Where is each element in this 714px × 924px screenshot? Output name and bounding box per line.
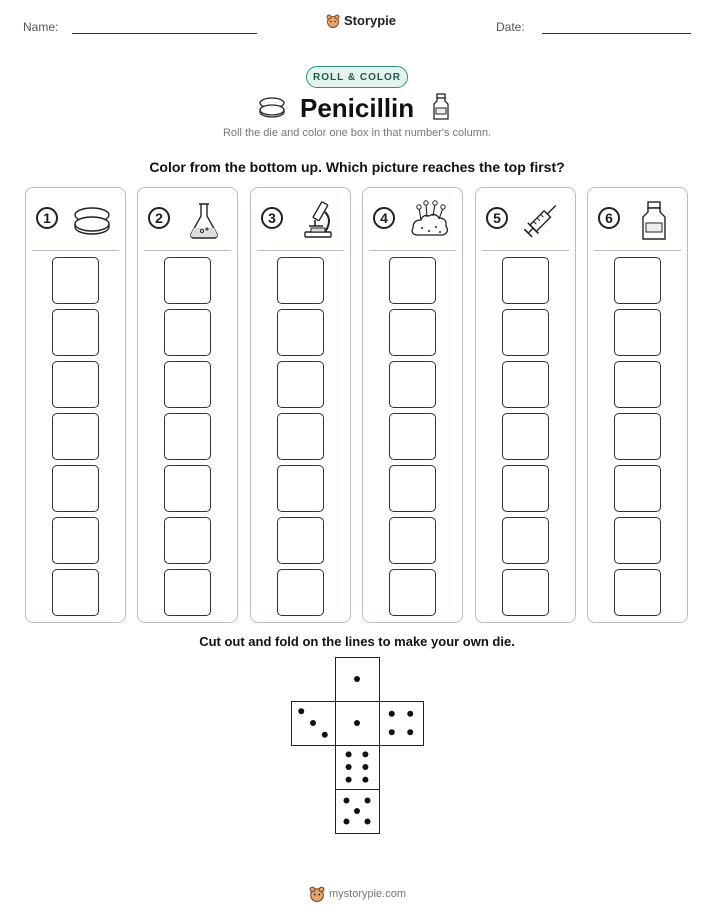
color-box[interactable] (614, 413, 661, 460)
die-pip (344, 819, 350, 825)
color-box[interactable] (277, 465, 324, 512)
column-divider (594, 250, 681, 251)
die-face-1 (335, 701, 380, 746)
cut-instruction: Cut out and fold on the lines to make your own die. (199, 634, 515, 649)
color-box[interactable] (389, 465, 436, 512)
petri-dish-icon (70, 198, 114, 242)
die-pip (344, 798, 350, 804)
die-pip (346, 764, 352, 770)
brand-logo (326, 13, 396, 28)
column-5 (475, 187, 576, 623)
color-box[interactable] (164, 517, 211, 564)
flask-icon (182, 198, 226, 242)
color-box[interactable] (52, 517, 99, 564)
column-4 (362, 187, 463, 623)
column-header (251, 188, 350, 250)
color-box[interactable] (614, 309, 661, 356)
storypie-mascot-icon (326, 14, 340, 28)
column-3 (250, 187, 351, 623)
color-box[interactable] (164, 413, 211, 460)
die-face-3 (291, 701, 336, 746)
color-box[interactable] (277, 309, 324, 356)
column-header (363, 188, 462, 250)
syringe-icon (520, 198, 564, 242)
color-box[interactable] (277, 569, 324, 616)
column-6 (587, 187, 688, 623)
color-box[interactable] (277, 257, 324, 304)
color-box[interactable] (52, 257, 99, 304)
die-pip (346, 751, 352, 757)
color-box[interactable] (614, 465, 661, 512)
color-box[interactable] (502, 569, 549, 616)
color-box[interactable] (277, 413, 324, 460)
die-pip (298, 708, 304, 714)
column-number: 2 (148, 207, 170, 229)
die-face-5 (335, 789, 380, 834)
color-box[interactable] (502, 517, 549, 564)
color-box[interactable] (389, 413, 436, 460)
die-pip (354, 808, 360, 814)
color-box[interactable] (52, 361, 99, 408)
die-pip (362, 777, 368, 783)
brand-name: Storypie (344, 13, 397, 28)
column-header (588, 188, 687, 250)
column-divider (144, 250, 231, 251)
column-number: 6 (598, 207, 620, 229)
column-divider (257, 250, 344, 251)
color-box[interactable] (389, 517, 436, 564)
name-line[interactable] (72, 33, 257, 34)
color-box[interactable] (277, 361, 324, 408)
color-box[interactable] (164, 465, 211, 512)
die-pip (365, 798, 371, 804)
color-box[interactable] (164, 257, 211, 304)
color-box[interactable] (614, 517, 661, 564)
column-header (138, 188, 237, 250)
die-pip (362, 764, 368, 770)
color-box[interactable] (164, 569, 211, 616)
color-box[interactable] (52, 309, 99, 356)
microscope-icon (295, 198, 339, 242)
die-face-4 (379, 701, 424, 746)
date-label: Date: (496, 20, 525, 34)
instruction: Color from the bottom up. Which picture reaches the top first? (149, 159, 565, 175)
die-pip (362, 751, 368, 757)
color-box[interactable] (52, 413, 99, 460)
vial-icon (632, 198, 676, 242)
mold-icon (407, 198, 451, 242)
column-divider (369, 250, 456, 251)
die-pip (354, 720, 360, 726)
color-box[interactable] (502, 361, 549, 408)
color-box[interactable] (277, 517, 324, 564)
die-pip (354, 676, 360, 682)
column-header (476, 188, 575, 250)
color-box[interactable] (389, 309, 436, 356)
color-box[interactable] (164, 309, 211, 356)
column-1 (25, 187, 126, 623)
color-box[interactable] (164, 361, 211, 408)
name-label: Name: (23, 20, 59, 34)
column-number: 1 (36, 207, 58, 229)
color-box[interactable] (614, 257, 661, 304)
color-box[interactable] (52, 465, 99, 512)
color-box[interactable] (389, 361, 436, 408)
die-pip (389, 729, 395, 735)
die-pip (322, 732, 328, 738)
petri-dish-icon (258, 95, 286, 119)
column-header (26, 188, 125, 250)
die-pip (389, 711, 395, 717)
color-box[interactable] (614, 361, 661, 408)
column-number: 3 (261, 207, 283, 229)
die-pip (365, 819, 371, 825)
die-pip (407, 711, 413, 717)
color-box[interactable] (502, 257, 549, 304)
color-box[interactable] (502, 309, 549, 356)
activity-badge: ROLL & COLOR (306, 66, 408, 88)
footer (309, 886, 406, 902)
color-box[interactable] (502, 413, 549, 460)
column-number: 4 (373, 207, 395, 229)
column-divider (482, 250, 569, 251)
column-divider (32, 250, 119, 251)
die-face-1 (335, 657, 380, 702)
die-face-6 (335, 745, 380, 790)
page-title: Penicillin (300, 93, 415, 123)
subtitle: Roll the die and color one box in that number's column. (222, 127, 492, 139)
color-box[interactable] (614, 569, 661, 616)
column-2 (137, 187, 238, 623)
date-line[interactable] (542, 33, 691, 34)
color-box[interactable] (389, 569, 436, 616)
die-pip (407, 729, 413, 735)
footer-url: mystorypie.com (329, 888, 407, 900)
color-box[interactable] (52, 569, 99, 616)
column-number: 5 (486, 207, 508, 229)
vial-icon (432, 93, 450, 121)
color-box[interactable] (502, 465, 549, 512)
color-box[interactable] (389, 257, 436, 304)
die-pip (346, 777, 352, 783)
die-pip (310, 720, 316, 726)
storypie-mascot-icon (309, 886, 325, 902)
